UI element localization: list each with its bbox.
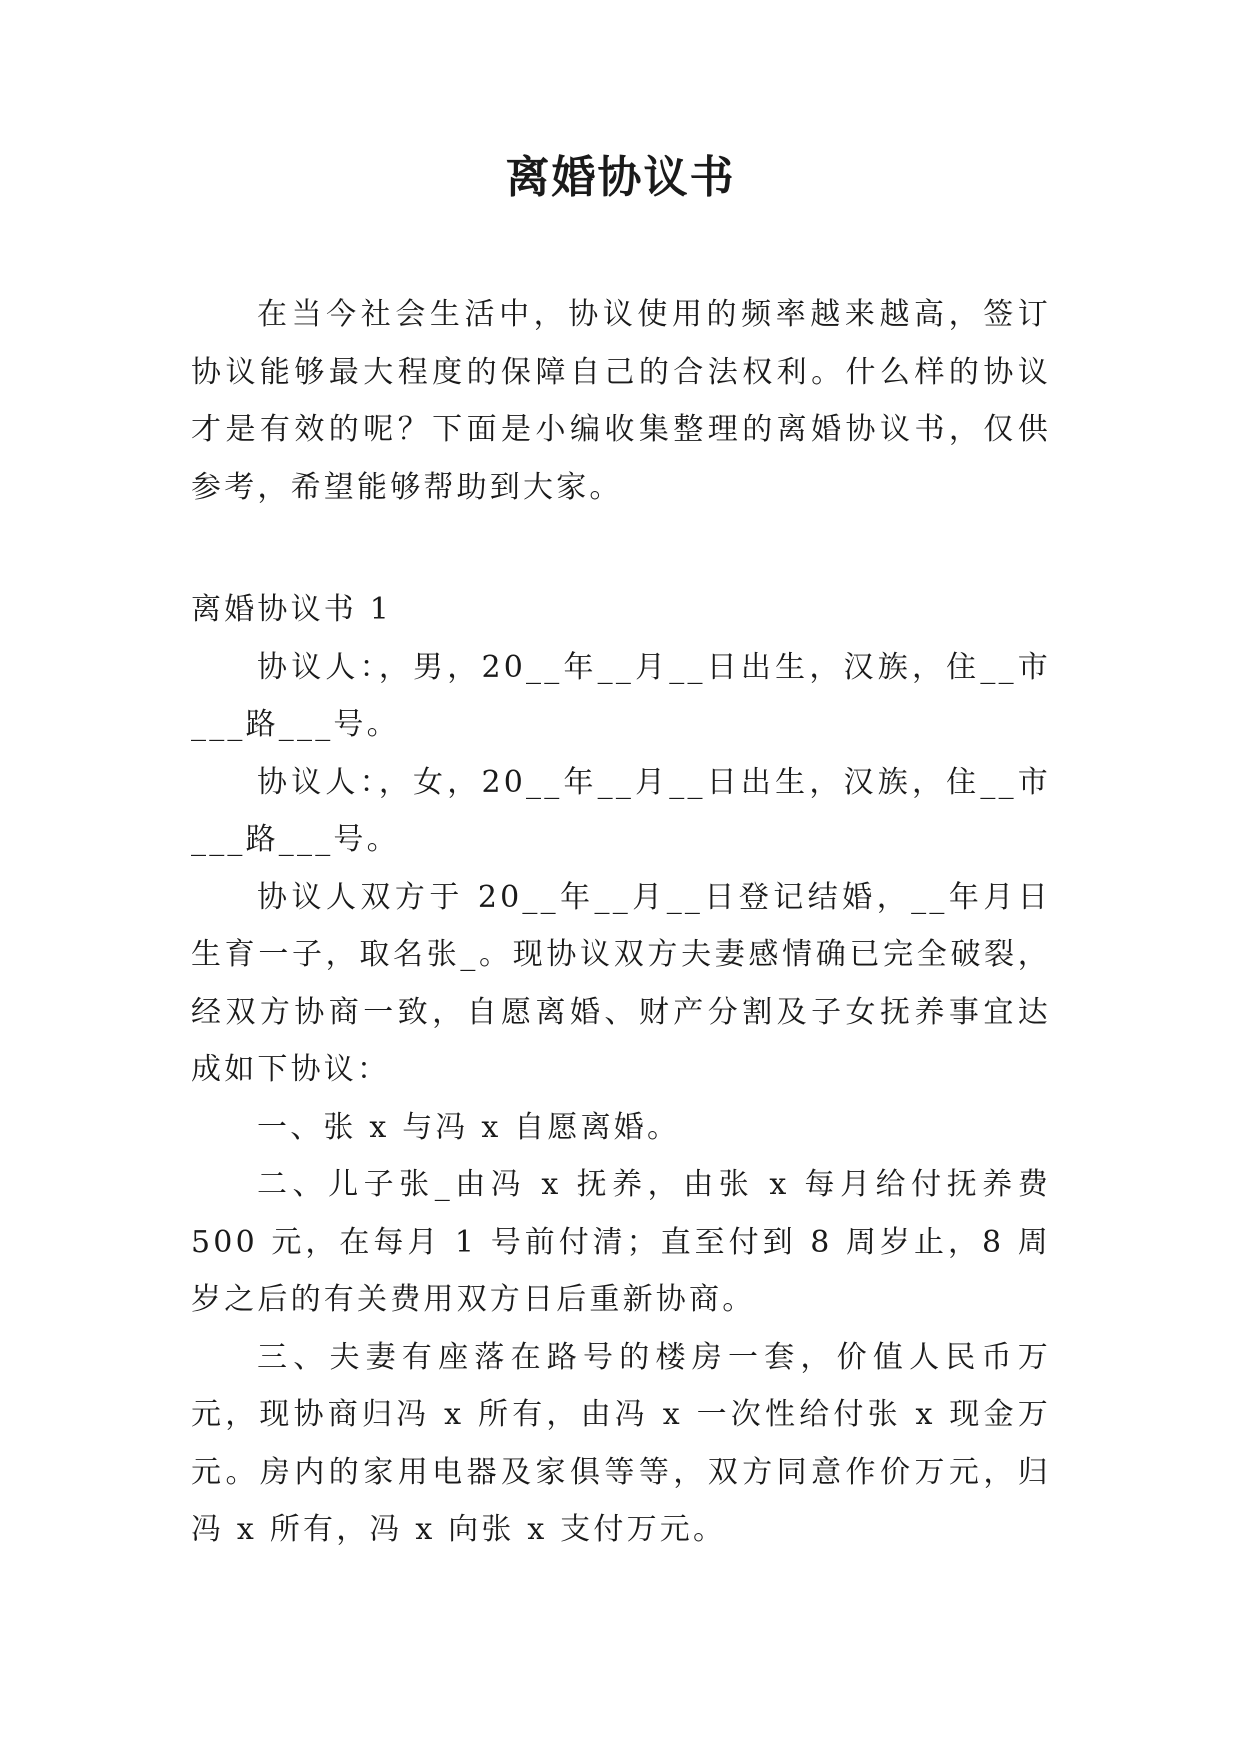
- party-female-paragraph: 协议人：，女，20__年__月__日出生，汉族，住__市___路___号。: [191, 764, 1051, 857]
- clause-2-paragraph: 二、儿子张_由冯 x 抚养，由张 x 每月给付抚养费 500 元，在每月 1 号前付清；直至付到 8 周岁止，8 周岁之后的有关费用双方日后重新协商。: [191, 1167, 1052, 1317]
- marriage-paragraph: 协议人双方于 20__年__月__日登记结婚，__年月日生育一子，取名张_。现协议双方夫妻感情确已完全破裂，经双方协商一致，自愿离婚、财产分割及子女抚养事宜达成如下协议：: [191, 879, 1051, 1087]
- party-male-paragraph: 协议人：，男，20__年__月__日出生，汉族，住__市___路___号。: [191, 649, 1051, 742]
- clause-1-paragraph: 一、张 x 与冯 x 自愿离婚。: [257, 1109, 681, 1145]
- document-title: 离婚协议书: [505, 152, 736, 203]
- section-title: 离婚协议书 1: [191, 592, 393, 627]
- agreement-section: [191, 581, 1051, 1559]
- intro-paragraph: 在当今社会生活中，协议使用的频率越来越高，签订协议能够最大程度的保障自己的合法权利。什么样的协议才是有效的呢？下面是小编收集整理的离婚协议书，仅供参考，希望能够帮助到大家。: [191, 297, 1051, 505]
- clause-3-paragraph: 三、夫妻有座落在路号的楼房一套，价值人民币万元，现协商归冯 x 所有，由冯 x 一次性给付张 x 现金万元。房内的家用电器及家俱等等，双方同意作价万元，归冯 x 所有，冯 x 向张 x 支付万元。: [191, 1339, 1051, 1547]
- intro-section: [191, 286, 1051, 516]
